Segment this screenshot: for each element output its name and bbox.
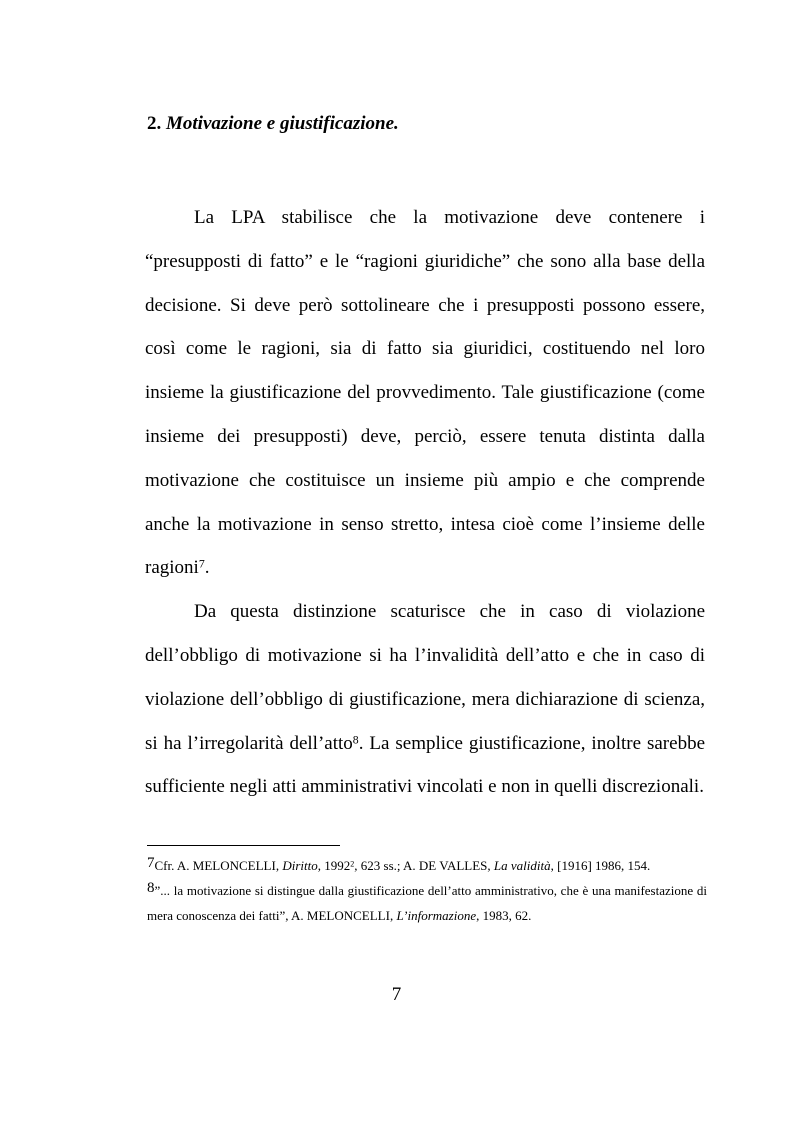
body-text (145, 196, 705, 809)
footnote-italic: L’informazione (396, 908, 477, 923)
footnote (147, 878, 707, 928)
footnote (147, 853, 707, 878)
page-number: 7 (391, 984, 402, 1005)
footnote-superscript: 2 (350, 859, 355, 869)
footnote-text: Cfr. A. MELONCELLI, (154, 858, 283, 873)
footnote-text: ”... la motivazione si distingue dalla giustificazione dell’atto amministrativo, che è una manifestazione di mera conoscenza dei fatti”, A. MELONCELLI, (147, 883, 707, 923)
footnote-text: , 1992 (317, 858, 351, 873)
paragraph (145, 196, 705, 590)
footnote-text: , 1983, 62. (476, 908, 532, 923)
footnote-mark: 7 (147, 855, 155, 871)
footnotes (147, 853, 707, 928)
footnote-mark: 8 (147, 880, 155, 896)
section-title: Motivazione e giustificazione. (166, 113, 399, 134)
paragraph (145, 590, 705, 809)
paragraph-end: . (204, 557, 210, 579)
footnote-ref[interactable]: 8 (352, 733, 359, 747)
paragraph-text-continued: . La semplice giustificazione, inoltre sarebbe sufficiente negli atti amministrativi vincolati e non in quelli discrezionali. (145, 732, 705, 798)
paragraph-text: Da questa distinzione scaturisce che in caso di violazione dell’obbligo di motivazione si ha l’invalidità dell’atto e che in caso di violazione dell’obbligo di giustificazione, mera dichiarazione di scienza, si ha l’irregolarità dell’atto (145, 601, 705, 754)
footnote-text: , 623 ss.; A. DE VALLES, (354, 858, 494, 873)
section-number: 2. (147, 113, 162, 134)
footnote-italic: Diritto (282, 858, 318, 873)
footnote-italic: La validità (493, 858, 551, 873)
footnote-ref[interactable]: 7 (198, 558, 205, 572)
footnote-separator (147, 845, 340, 846)
paragraph-text: La LPA stabilisce che la motivazione deve contenere i “presupposti di fatto” e le “ragioni giuridiche” che sono alla base della decisione. Si deve però sottolineare che i presupposti possono essere, così come le ragioni, sia di fatto sia giuridici, costituendo nel loro insieme la giustificazione del provvedimento. Tale giustificazione (come insieme dei presupposti) deve, perciò, essere tenuta distinta dalla motivazione che costituisce un insieme più ampio e che comprende anche la motivazione in senso stretto, intesa cioè come l’insieme delle ragioni (145, 207, 705, 579)
footnote-text: , [1916] 1986, 154. (550, 858, 651, 873)
section-heading (147, 113, 399, 135)
